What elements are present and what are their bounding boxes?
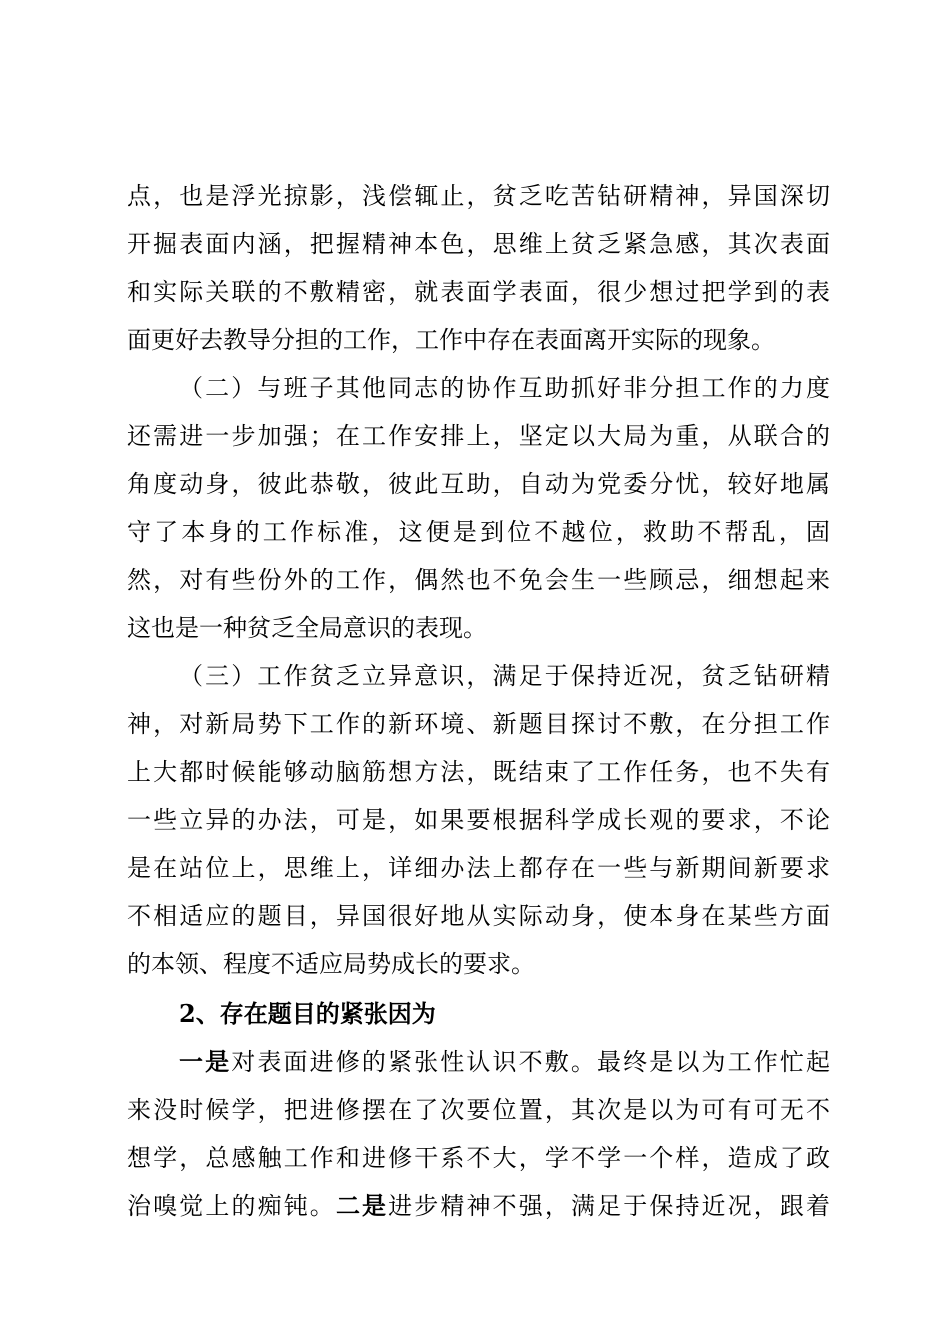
paragraph-line: 的本领、程度不适应局势成长的要求。 — [127, 950, 535, 978]
paragraph-text: 治嗅觉上的痴钝。 — [127, 1192, 336, 1220]
emphasis-text: 一是 — [179, 1047, 232, 1076]
paragraph-line: 守了本身的工作标准，这便是到位不越位，救助不帮乱，固 — [127, 518, 830, 546]
paragraph-line: 和实际关联的不敷精密，就表面学表面，很少想过把学到的表 — [127, 278, 830, 306]
paragraph-line: 还需进一步加强；在工作安排上，坚定以大局为重，从联合的 — [127, 422, 830, 450]
paragraph-line: 角度动身，彼此恭敬，彼此互助，自动为党委分忧，较好地属 — [127, 470, 830, 498]
paragraph-line: 是在站位上，思维上，详细办法上都存在一些与新期间新要求 — [127, 854, 830, 882]
paragraph-line: 开掘表面内涵，把握精神本色，思维上贫乏紧急感，其次表面 — [127, 230, 830, 258]
paragraph-line: 这也是一种贫乏全局意识的表现。 — [127, 614, 487, 642]
paragraph-line: （二）与班子其他同志的协作互助抓好非分担工作的力度 — [179, 374, 830, 402]
paragraph-line: 神，对新局势下工作的新环境、新题目探讨不敷，在分担工作 — [127, 710, 830, 738]
paragraph-line: 面更好去教导分担的工作，工作中存在表面离开实际的现象。 — [127, 326, 775, 354]
document-body — [127, 172, 830, 1230]
paragraph-line: 一些立异的办法，可是，如果要根据科学成长观的要求，不论 — [127, 806, 830, 834]
paragraph-line: 来没时候学，把进修摆在了次要位置，其次是以为可有可无不 — [127, 1096, 830, 1124]
paragraph-line: 想学，总感触工作和进修干系不大，学不学一个样，造成了政 — [127, 1144, 830, 1172]
paragraph-line: 上大都时候能够动脑筋想方法，既结束了工作任务，也不失有 — [127, 758, 830, 786]
emphasis-text: 二是 — [335, 1191, 389, 1220]
paragraph-line: 不相适应的题目，异国很好地从实际动身，使本身在某些方面 — [127, 902, 830, 930]
paragraph-line: 点，也是浮光掠影，浅偿辄止，贫乏吃苦钻研精神，异国深切 — [127, 182, 830, 210]
paragraph-line — [127, 1038, 830, 1086]
paragraph-line: 然，对有些份外的工作，偶然也不免会生一些顾忌，细想起来 — [127, 566, 830, 594]
paragraph-line — [127, 1182, 830, 1230]
paragraph-text: 对表面进修的紧张性认识不敷。最终是以为工作忙起 — [231, 1048, 830, 1076]
section-heading: 2、存在题目的紧张因为 — [179, 999, 436, 1028]
paragraph-text: 进步精神不强，满足于保持近况，跟着 — [388, 1192, 831, 1220]
paragraph-line: （三）工作贫乏立异意识，满足于保持近况，贫乏钻研精 — [179, 662, 830, 690]
